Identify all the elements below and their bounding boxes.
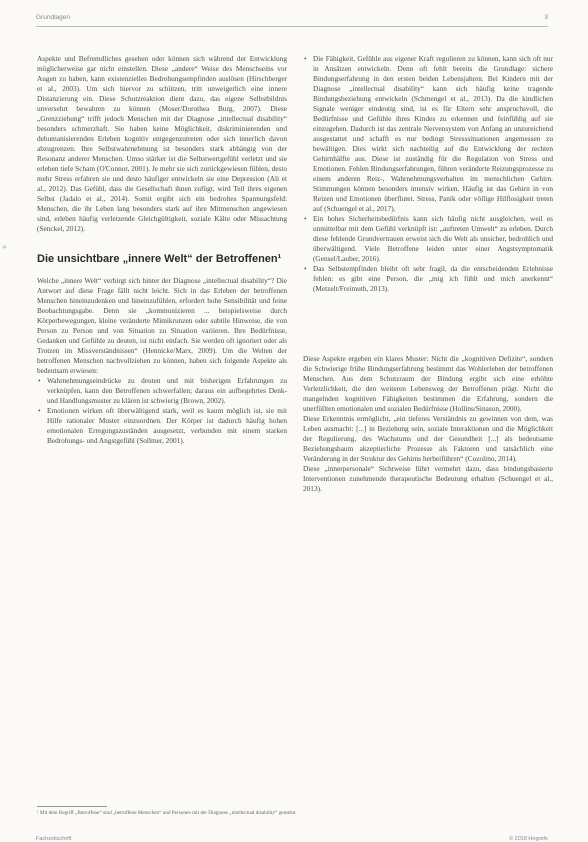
list-item: • Wahrnehmungseindrücke zu deuten und mit bisherigen Erfahrungen zu verknüpfen, kann den Betroffenen schwerfallen; daraus ein aufbegehrtes Denk- und Handlungsmuster zu klären ist schwierig (Brown, 2002).: [47, 376, 287, 406]
page-number: 3: [544, 14, 548, 21]
column-gap: [303, 294, 553, 354]
list-item: • Ein hohes Sicherheitsbedürfnis kann sich häufig nicht ausgleichen, weil es unmittelbar mit dem Gefühl verknüpft ist: „auftreten Umwelt“ zu erleben. Durch diese fehlende Grundvertrauen erweist sich die Welt als unsicher, bedrohlich und überwältigend. Viele Betroffene leiden unter einer Angstsymptomatik (Gensel/Lauber, 2016).: [313, 214, 553, 264]
section-heading: Die unsichtbare „innere Welt“ der Betroffenen¹: [37, 253, 282, 265]
list-item: • Emotionen wirken oft überwältigend stark, weil es kaum möglich ist, sie mit Hilfe rationaler Muster einzuordnen. Der Körper ist dadurch häufig hohen emotionalen Erregungszuständen ausgesetzt, verbunden mit einem starken Bedrohungs- und Angstgefühl (Sollmer, 2001).: [47, 406, 287, 446]
section-paragraph: Welche „innere Welt“ verbirgt sich hinter der Diagnose „intellectual disability“? Die Antwort auf diese Frage fällt nicht leicht. Sich in das Erleben der betroffenen Menschen hineinzudenken und hineinzufühlen, erfordert hohe Sensibilität und feine Beobachtungsgabe. Denn sie „kommunizieren ... beispielsweise durch Körperbewegungen, kleine veränderte Mimikrunzen oder subtile Hinweise, die von Person zu Person und von Situation zu Situation variieren. Ihre Bedürfnisse, Gedanken und Gefühle zu deuten, ist nicht einfach. Sie werden oft ignoriert oder als Trotzen im Missverständnissen“ (Hennicke/Marx, 2009). Um die Welten der betroffenen Menschen nachvollziehen zu können, haben sich folgende Aspekte als bedeutsam erwiesen:: [37, 276, 287, 375]
header-section-title: Grundlagen: [36, 14, 70, 21]
footnote-divider: [37, 806, 107, 807]
left-column: [37, 54, 287, 446]
list-item: • Die Fähigkeit, Gefühle aus eigener Kraft regulieren zu können, kann sich oft nur in Ansätzen entwickeln. Denn oft fehlt bereits die Grundlage: sichere Bindungserfahrung in den ersten beiden Lebensjahren. Bei Kindern mit der Diagnose „intellectual disability“ kann sich häufig keine tragende Bindungsbeziehung entwickeln (Schmengel et al., 2013). Da die kindlichen Signale weniger eindeutig sind, ist es für Eltern sehr anspruchsvoll, die Bedürfnisse und Gefühle ihres Kindes zu erkennen und feinfühlig auf sie einzugehen. Dadurch ist das zentrale Nervensystem von Anfang an unzureichend ausgestattet und schafft es nur bedingt Stresssituationen angemessen zu bewältigen. Dies wirkt sich nachteilig auf die Entwicklung der rechten Gehirnhälfte aus. Diese ist zuständig für die Regulation von Stress und Emotionen. Fehlen Bindungserfahrungen, führen veränderte Reizungsprozesse zu einem anderen Reiz-, Wahrnehmungsverhalten im menschlichen Gehirn. Stimmungen können besonders intensiv wirken. Häufig ist das Gehirn in von Reizen und Emotionen überflutet. Stress, Panik oder völlige Hilflosigkeit treten auf (Schuengel et al., 2017).: [313, 54, 553, 214]
intro-paragraph: Aspekte und Befremdliches gesehen oder können sich während der Entwicklung möglicherweise gar nicht einstellen. Diese „andere“ Weise des Menschseins vor Augen zu haben, kann existenzielles Bedrohungsempfinden auslösen (Hirschberger et al., 2003). Um sich hiervor zu schützen, tritt unweigerlich eine innere Distanzierung ein. Diese Schutzreaktion dient dazu, das eigene Selbstbildnis unversehrt bewahren zu können (Moser/Dorothea Burg, 2007). Diese „Grenzziehung“ trifft jedoch Menschen mit der Diagnose „intellectual disability“ besonders schmerzhaft. Sie haben keine Möglichkeit, diskriminierenden und dehumanisierenden Erleben kognitiv entgegenzutreten oder sich innerlich davon abzugrenzen. Ihre Selbstwahrnehmung ist besonders stark abhängig von der Resonanz anderer Menschen. Umso stärker ist die Selbstwertgefühl verletzt und sie erleben tiefe Scham (O'Connor, 2001). Je mehr sie sich zurückgewiesen fühlen, desto mehr Stress erfahren sie und desto häufiger entwickeln sie eine Depression (Ali et al., 2012). Das Gefühl, dass die Gesellschaft ihnen zufügt, wird Teil ihres eigenen Selbst (Jadalo et al., 2014). Somit ergibt sich ein bedroltes Spannungsfeld: Menschen, die ihr Leben lang besonders stark auf ihre Mitmenschen angewiesen sind, erleben häufig verletzende Gleichgültigkeit, soziale Kälte oder Missachtung (Senckel, 2012).: [37, 54, 287, 233]
aspects-list-left: [37, 376, 287, 446]
running-header: [36, 12, 548, 27]
margin-mark: *: [2, 244, 7, 255]
footnote: ¹ Mit dem Begriff „Betroffene“ sind „betroffene Menschen“ und Personen mit der Diagnose „intellectual disability“ gemeint.: [37, 810, 297, 816]
footer-journal: Fachzeitschrift: [36, 836, 72, 842]
paragraph: Diese Aspekte ergeben ein klares Muster: Nicht die „kognitiven Defizite“, sondern die Schwierige frühe Bindungserfahrung bestimmt das Wohlerleben der betroffenen Menschen. Aus dem Schutzraum der Bindung ergibt sich eine erhöhte Verletzlichkeit, die den weiteren Lebensweg der Betroffenen prägt. Nicht die mangelnden kognitiven Fähigkeiten bestimmen die Erfahrung, sondern die unerfüllten emotionalen und sozialen Bedürfnisse (Hollins/Sinason, 2000).: [303, 354, 553, 413]
aspects-list-right: [303, 54, 553, 294]
paragraph: Diese Erkenntnis ermöglicht, „ein tieferes Verständnis zu gewinnen von dem, was Leben ausmacht: [...] in Beziehung sein, soziale Interaktionen und die Möglichkeit der Regulierung, des Wachstums und der Gesundheit [...] als bedeutsame Beziehungsbaum akzeptierliche Prozesse als Faktoren und tatsächlich eine Veränderung in der Struktur des Gehirns herbeiführen“ (Cozolino, 2014).: [303, 414, 553, 463]
right-column: [303, 54, 553, 494]
paragraph: Diese „innerpersonale“ Sichtweise führt vermehrt dazu, dass bindungsbasierte Interventionen zunehmende therapeutische Bedeutung erhalten (Schuengel et al., 2013).: [303, 464, 553, 493]
footer-copyright: © 2018 Hogrefe: [509, 836, 548, 842]
list-item: • Das Selbstempfinden bleibt oft sehr fragil, da die entscheidenden Erlebnisse fehlen: es gibt eine Person, die „mig ich fühlt und mich anerkennt“ (Metzelt/Freimuth, 2013).: [313, 264, 553, 294]
